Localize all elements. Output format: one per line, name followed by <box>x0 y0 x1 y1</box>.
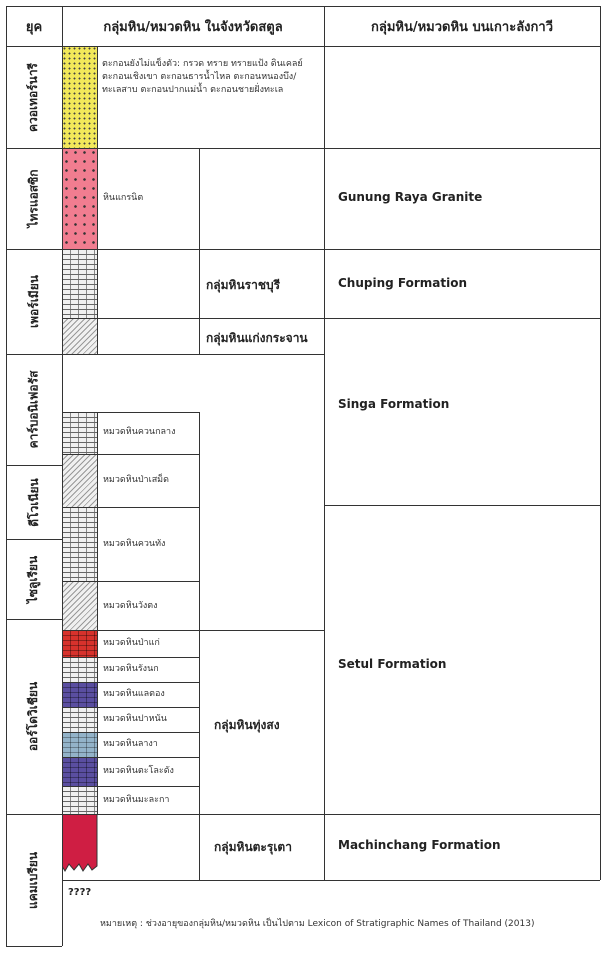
lithology-alluvium <box>62 46 97 148</box>
era-permian: เพอร์เมียน <box>26 275 41 328</box>
header-satun <box>62 6 324 46</box>
unit-khuan-thung: หมวดหินควนทัง <box>103 539 166 549</box>
unit-pa-nun: หมวดหินปาหนัน <box>103 714 167 724</box>
header-satun-label: กลุ่มหิน/หมวดหิน ในจังหวัดสตูล <box>103 19 283 35</box>
lithology-granite <box>62 148 97 249</box>
formation-chuping: Chuping Formation <box>338 276 468 290</box>
lithology-limestone <box>62 412 97 454</box>
unknown-age-mark: ???? <box>68 887 92 898</box>
lithology-limestone <box>62 786 97 814</box>
lithology-purple-limestone <box>62 757 97 786</box>
formation-gunung-raya-granite: Gunung Raya Granite <box>338 190 483 204</box>
lithology-limestone <box>62 707 97 732</box>
formation-setul: Setul Formation <box>338 657 447 671</box>
group-tarutao: กลุ่มหินตะรุเตา <box>214 840 292 854</box>
unit-la-ngu: หมวดหินลางา <box>103 739 158 749</box>
group-kaeng-krachan: กลุ่มหินแก่งกระจาน <box>206 331 308 345</box>
unit-khuan-klang: หมวดหินควนกลาง <box>103 427 176 437</box>
era-devonian: ดีโวเนียน <box>26 477 41 527</box>
lithology-shale <box>62 318 97 354</box>
era-carboniferous: คาร์บอนิเฟอรัส <box>26 370 41 449</box>
unit-pa-nae: หมวดหินป่าแก่ <box>103 638 160 648</box>
era-silurian: ไซลูเรียน <box>26 555 41 603</box>
unit-rung-nok: หมวดหินรังนก <box>103 664 159 674</box>
era-triassic: ไทรแอสซิก <box>26 169 41 228</box>
header-era <box>6 6 62 46</box>
era-cambrian: แคมเบรียน <box>26 851 41 909</box>
unit-pa-samet: หมวดหินป่าเสม็ด <box>103 475 169 485</box>
era-ordovician: ออร์โดวิเชียน <box>26 681 41 752</box>
lithology-limestone <box>62 657 97 682</box>
lithology-red-limestone <box>62 630 97 657</box>
lithology-purple-limestone <box>62 682 97 707</box>
footnote: หมายเหตุ : ช่วงอายุของกลุ่มหิน/หมวดหิน เป็นไปตาม Lexicon of Stratigraphic Names of Thailand (2013) <box>100 919 535 929</box>
formation-singa: Singa Formation <box>338 397 450 411</box>
unit-lae-tong: หมวดหินแลตอง <box>103 689 165 699</box>
group-ratchaburi: กลุ่มหินราชบุรี <box>206 278 281 292</box>
lithology-blue-limestone <box>62 732 97 757</box>
group-thung-song: กลุ่มหินทุ่งสง <box>214 718 280 732</box>
unit-granite: หินแกรนิต <box>103 193 144 203</box>
header-langkawi-label: กลุ่มหิน/หมวดหิน บนเกาะลังกาวี <box>371 19 553 35</box>
header-langkawi <box>324 6 600 46</box>
unit-wang-tong: หมวดหินวังตง <box>103 601 158 611</box>
unit-ta-lo-dang: หมวดหินตะโละดัง <box>103 766 174 776</box>
lithology-limestone <box>62 249 97 318</box>
era-quaternary: ควอเทอร์นารี <box>26 62 41 132</box>
unit-quaternary-sediments: ตะกอนยังไม่แข็งตัว: กรวด ทราย ทรายแป้ง ดินเคลย์ ตะกอนเชิงเขา ตะกอนธารน้ำไหล ตะกอนหนองบึง/ทะเลสาบ ตะกอนปากแม่น้ำ ตะกอนชายฝั่งทะเล <box>102 59 303 95</box>
formation-machinchang: Machinchang Formation <box>338 838 501 852</box>
lithology-sandstone <box>62 814 98 874</box>
unit-ma-la-ka: หมวดหินมะละกา <box>103 795 170 805</box>
header-era-label: ยุค <box>25 19 43 35</box>
lithology-limestone <box>62 507 97 581</box>
lithology-shale <box>62 581 97 630</box>
lithology-shale <box>62 454 97 507</box>
